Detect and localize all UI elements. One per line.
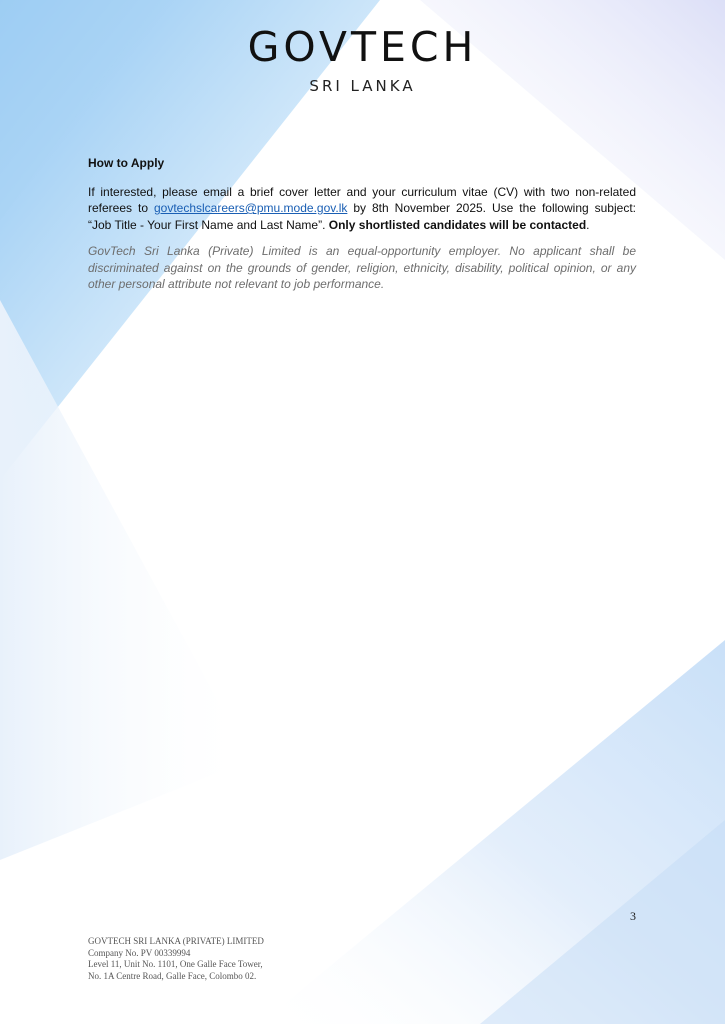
section-heading: How to Apply xyxy=(88,156,165,170)
footer-address-line-2: No. 1A Centre Road, Galle Face, Colombo 02. xyxy=(88,970,257,981)
govtech-logo-subtitle: SRI LANKA xyxy=(309,77,416,95)
footer-address-line-1: Level 11, Unit No. 1101, One Galle Face Tower, xyxy=(88,959,263,969)
company-footer xyxy=(88,936,264,982)
page-number: 3 xyxy=(630,909,636,923)
govtech-logo-text: GOVTECH xyxy=(247,23,478,71)
apply-text-start: If interested, please email a brief cover letter and your curriculum vitae (CV) with two non-related referees to xyxy=(88,184,636,215)
shortlist-notice: Only shortlisted candidates will be contacted xyxy=(328,217,587,232)
how-to-apply-section xyxy=(88,155,636,293)
footer-company-name: GOVTECH SRI LANKA (PRIVATE) LIMITED xyxy=(88,936,264,946)
equal-opportunity-statement: GovTech Sri Lanka (Private) Limited is an equal-opportunity employer. No applicant shall be discriminated against on the grounds of gender, religion, ethnicity, disability, political opinion, or any other personal attribute not relevant to job performance. xyxy=(88,244,636,291)
apply-text-middle: by 8th November 2025. Use the following subject: “Job Title - Your First Name and Last Name”. xyxy=(88,201,636,232)
footer-company-number: Company No. PV 00339994 xyxy=(88,947,191,958)
careers-email-link[interactable]: govtechslcareers@pmu.mode.gov.lk xyxy=(153,201,348,215)
apply-instructions xyxy=(88,184,636,234)
apply-text-end: . xyxy=(586,217,590,232)
